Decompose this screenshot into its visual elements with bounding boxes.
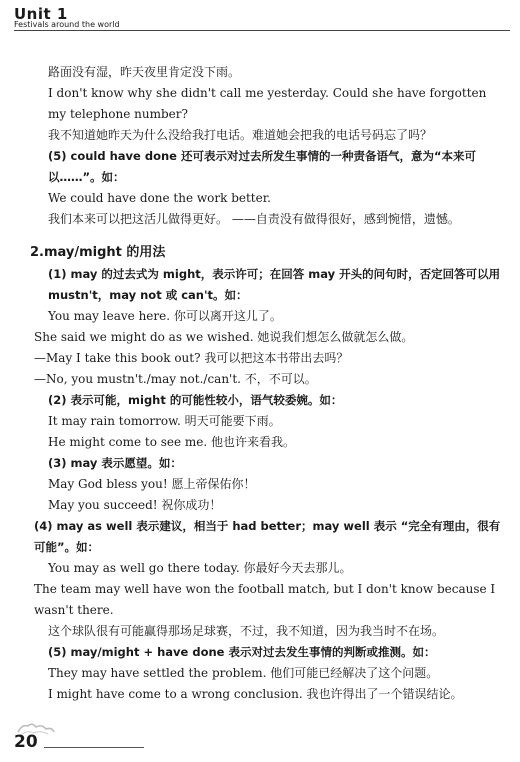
text-line: (5) could have done 还可表示对过去所发生事情的一种责备语气，意为“本来可以……”。如： (48, 149, 477, 184)
page-header (14, 6, 510, 30)
text-line: May God bless you! 愿上帝保佑你！ (48, 477, 256, 491)
text-line: —No, you mustn't./may not./can't. 不，不可以。 (34, 372, 317, 386)
text-line: They may have settled the problem. 他们可能已经解决了这个问题。 (48, 666, 439, 680)
text-line: You may as well go there today. 你最好今天去那儿。 (48, 561, 352, 575)
text-line: 我不知道她昨天为什么没给我打电话。难道她会把我的电话号码忘了吗？ (48, 128, 433, 142)
page-number: 20 (14, 732, 38, 752)
text-line: 我们本来可以把这活儿做得更好。 ——自责没有做得很好，感到惋惜，遗憾。 (48, 212, 460, 226)
unit-title: Unit 1 (14, 5, 68, 23)
text-line: (3) may 表示愿望。如： (48, 456, 182, 470)
footer-divider (44, 747, 144, 748)
text-line: —May I take this book out? 我可以把这本书带出去吗？ (34, 351, 349, 365)
text-line: (5) may/might + have done 表示对过去发生事情的判断或推测。如： (48, 645, 436, 659)
section-heading: 2.may/might 的用法 (30, 245, 166, 260)
text-line: He might come to see me. 他也许来看我。 (48, 435, 296, 449)
text-line: (4) may as well 表示建议，相当于 had better；may well 表示 “完全有理由，很有可能”。如： (34, 519, 501, 554)
text-line: It may rain tomorrow. 明天可能要下雨。 (48, 414, 281, 428)
text-line: You may leave here. 你可以离开这儿了。 (48, 309, 282, 323)
text-line: May you succeed! 祝你成功！ (48, 498, 222, 512)
page-content (30, 62, 504, 705)
text-line: The team may well have won the football match, but I don't know because I wasn't there. (34, 582, 496, 617)
text-line: (2) 表示可能，might 的可能性较小，语气较委婉。如： (48, 393, 343, 407)
text-line: (1) may 的过去式为 might，表示许可；在回答 may 开头的问句时，否定回答可以用 mustn't，may not 或 can't。如： (48, 267, 501, 302)
header-divider (14, 30, 510, 31)
text-line: 路面没有湿，昨天夜里肯定没下雨。 (48, 65, 241, 79)
text-line: We could have done the work better. (48, 191, 271, 205)
text-line: 这个球队很有可能赢得那场足球赛，不过，我不知道，因为我当时不在场。 (48, 624, 445, 638)
text-line: I might have come to a wrong conclusion. 我也许得出了一个错误结论。 (48, 687, 463, 701)
page-footer (14, 728, 164, 758)
text-lines (30, 62, 504, 705)
text-line: She said we might do as we wished. 她说我们想怎么做就怎么做。 (34, 330, 414, 344)
unit-subtitle: Festivals around the world (14, 20, 120, 29)
text-line: I don't know why she didn't call me yesterday. Could she have forgotten my telephone number? (48, 86, 487, 121)
